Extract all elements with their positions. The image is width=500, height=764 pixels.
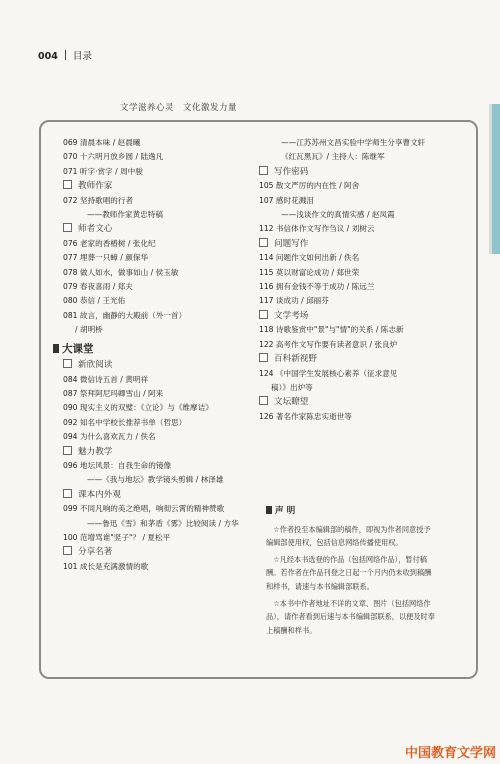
- toc-entry: 124 《中国学生发展核心素养（征求意见: [259, 368, 398, 378]
- toc-entry: 087 祭拜阿尼玛卿雪山 / 阿来: [63, 388, 164, 398]
- section-heading: 写作密码: [259, 165, 459, 179]
- toc-entry: 122 高考作文写作要有读者意识 / 张良炉: [259, 339, 398, 349]
- toc-right-column: [259, 136, 459, 424]
- notice-box: [266, 505, 436, 640]
- toc-entry: 069 清晨本味 / 赵晨曦: [63, 138, 141, 147]
- toc-entry: 099 不同凡响的美之绝唱，响彻云霄的精神赞歌: [63, 504, 225, 514]
- toc-entry: 114 问题作文如何出新 / 佚名: [259, 253, 360, 263]
- section-heading: 百科新视野: [259, 352, 459, 366]
- toc-entry: 084 微信诗五首 / 黄明祥: [63, 374, 149, 384]
- toc-entry: 105 散文严厉的内在性 / 阿舍: [259, 181, 360, 191]
- section-heading: 教师作家: [63, 179, 263, 193]
- toc-subtitle: ——《我与地坛》教学镜头剪辑 / 林泽雄: [87, 475, 224, 485]
- toc-entry: 070 十六明月放乡圆 / 陆逸凡: [63, 152, 164, 162]
- toc-entry: 096 地坛风景：自我生命的镜像: [63, 460, 172, 470]
- toc-subtitle: ——江苏苏州文昌实验中学师生分享曹文轩: [281, 138, 426, 147]
- toc-entry: 077 埋葬一只蟑 / 颜保华: [63, 253, 149, 263]
- toc-subtitle: ——教师作家黄忠特稿: [87, 210, 163, 220]
- notice-paragraph: ☆凡经本书选登的作品（包括网络作品），暂付稿酬。若作者在作品刊登之日起一个月内仍未收到稿酬和样书，请速与本书编辑部联系。: [266, 554, 432, 591]
- toc-subtitle: ——浅谈作文的真情实感 / 赵凤霞: [281, 210, 395, 220]
- toc-entry: 076 老家的香椿树 / 张化纪: [63, 238, 156, 248]
- toc-entry: 115 莫以财富论成功 / 郑世荣: [259, 267, 360, 277]
- toc-entry: 071 听字·赏字 / 周中骏: [63, 166, 143, 176]
- notice-title: 声 明: [266, 505, 436, 519]
- section-heading: 课本内外观: [63, 488, 263, 502]
- toc-left-column: [63, 136, 263, 574]
- toc-subtitle: 《红瓦黑瓦》/ 主持人：陈继军: [281, 152, 385, 162]
- toc-entry: 126 著名作家陈忠实逝世等: [259, 411, 352, 421]
- toc-entry: 100 范增骂谁"竖子"？ / 夏松平: [63, 532, 171, 542]
- motto: 文学滋养心灵 文化激发力量: [120, 103, 238, 113]
- toc-entry: 118 诗歌鉴赏中"景"与"情"的关系 / 陈志新: [259, 325, 404, 335]
- toc-entry: 094 为什么喜欢瓦力 / 佚名: [63, 432, 156, 442]
- header-divider: [65, 50, 66, 60]
- section-heading: 师者文心: [63, 222, 263, 236]
- toc-entry: 092 知名中学校长推荐书单（哲思）: [63, 417, 187, 427]
- toc-entry: 116 拥有金钱不等于成功 / 陈远兰: [259, 282, 375, 292]
- toc-subtitle: ——鲁迅《雪》和茅盾《雾》比较阅读 / 方华: [87, 518, 239, 528]
- toc-continuation: 稿）》出炉等: [271, 382, 313, 392]
- section-heading: 魅力教学: [63, 445, 263, 459]
- section-heading: 文坛瞭望: [259, 395, 459, 409]
- toc-entry: 081 故言，幽静的大殿前（外一首）: [63, 310, 187, 320]
- section-heading: 问题写作: [259, 237, 459, 251]
- page-title: 目录: [72, 51, 92, 62]
- section-heading: 文学考场: [259, 309, 459, 323]
- major-section-heading: 大课堂: [53, 342, 263, 356]
- section-heading: 分享名著: [63, 545, 263, 559]
- toc-entry: 080 恭信 / 王光佑: [63, 296, 126, 306]
- toc-entry: 117 谈成功 / 邱丽芬: [259, 296, 329, 306]
- toc-entry: 072 坚持歌唱的行者: [63, 195, 134, 205]
- toc-continuation: / 胡明桥: [75, 325, 103, 335]
- toc-entry: 078 做人如水，做事如山 / 侯玉敏: [63, 267, 179, 277]
- page-header: [38, 48, 92, 62]
- toc-entry: 112 书信体作文写作刍议 / 刘树云: [259, 224, 375, 234]
- notice-paragraph: ☆本书中作者地址不详的文章、图片（包括网络作品），请作者看到后速与本书编辑部联系，以便及时奉上稿酬和样书。: [266, 598, 435, 635]
- thumb-tab: [492, 104, 500, 254]
- section-heading: 新欣阅读: [63, 358, 263, 372]
- toc-entry: 090 现实主义的双璧：《立论》与《维摩诘》: [63, 403, 213, 413]
- toc-entry: 079 春夜喜雨 / 郑夫: [63, 282, 133, 292]
- page-number: 004: [38, 51, 58, 62]
- watermark: 中国教育文学网: [404, 746, 496, 761]
- notice-paragraph: ☆作者投至本编辑部的稿件，即视为作者同意授予编辑部使用权，包括信息网络传播使用权。: [266, 524, 431, 548]
- toc-entry: 101 成长是充满激情的歌: [63, 561, 149, 571]
- toc-entry: 107 感时花溅泪: [259, 195, 314, 205]
